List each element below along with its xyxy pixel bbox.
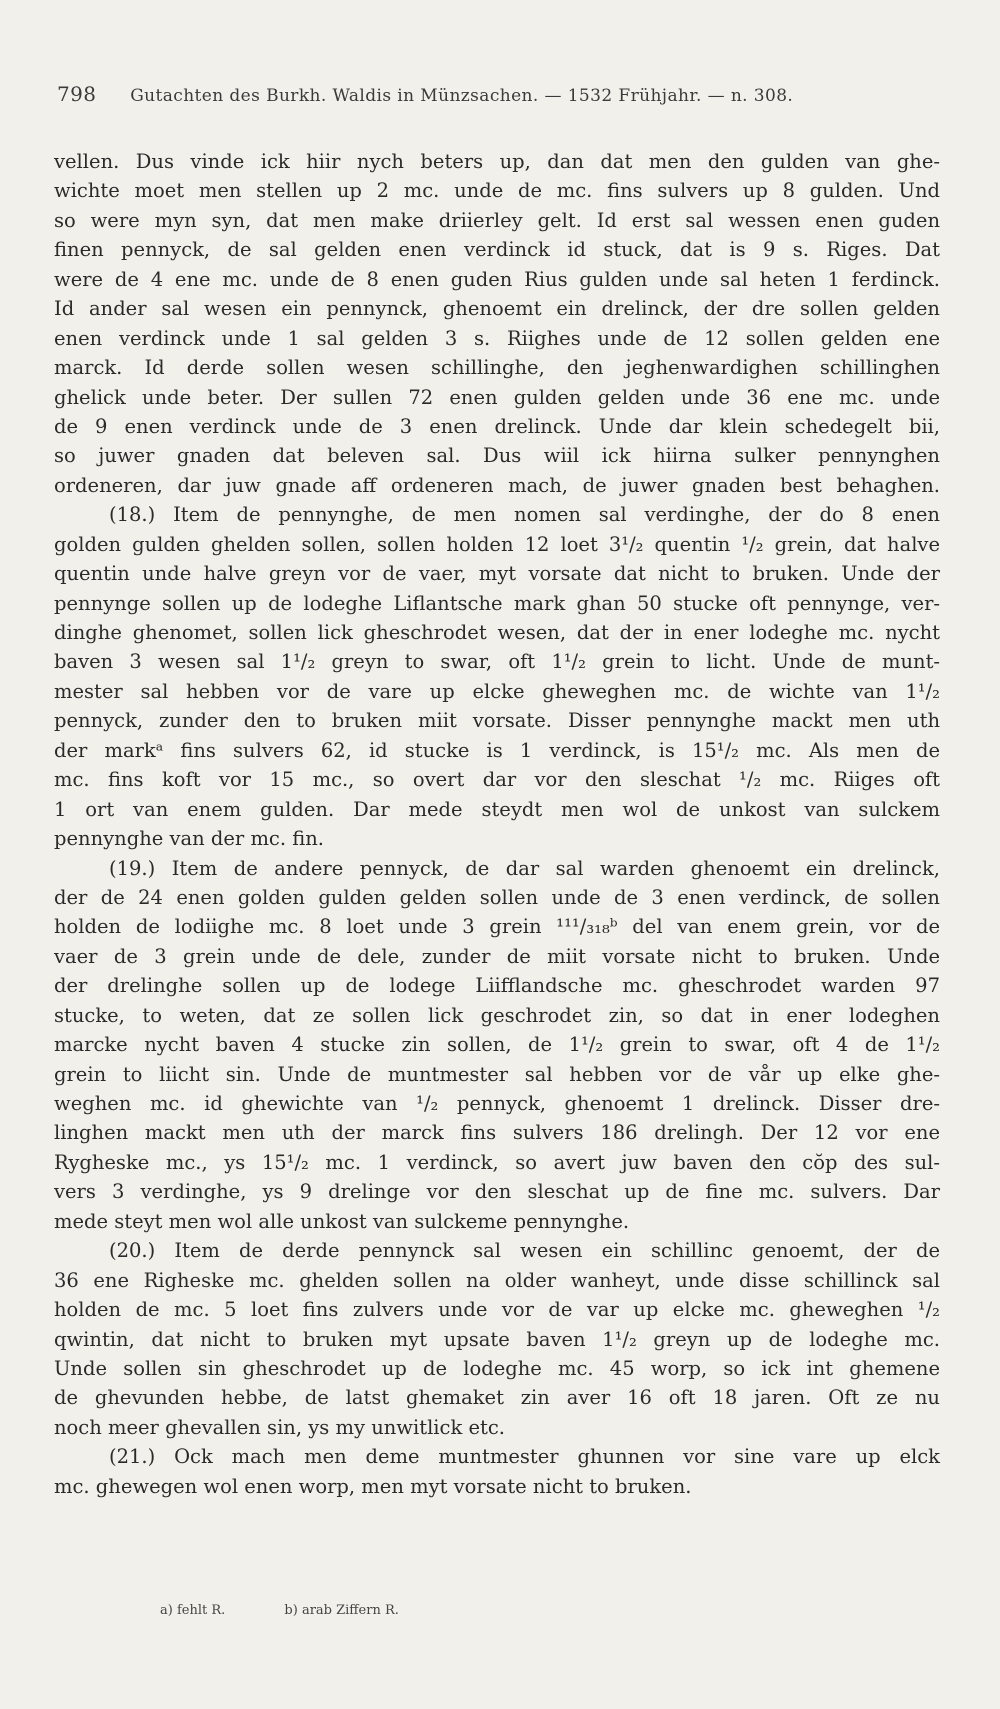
footnote-a: a) fehlt R. (160, 1603, 226, 1618)
text-line: vaer de 3 grein unde de dele, zunder de miit vorsate nicht to bruken. Unde (54, 944, 940, 968)
text-line: vers 3 verdinghe, ys 9 drelinge vor den sleschat up de fine mc. sulvers. Dar (54, 1180, 940, 1204)
body-text (54, 147, 940, 1501)
text-line: mede steyt men wol alle unkost van sulckeme pennynghe. (54, 1209, 630, 1233)
text-line: ghelick unde beter. Der sullen 72 enen gulden gelden unde 36 ene mc. unde (54, 385, 940, 409)
page-header (57, 82, 857, 106)
text-line: Unde sollen sin gheschrodet up de lodeghe mc. 45 worp, so ick int ghemene (54, 1356, 940, 1380)
text-line: 1 ort van enem gulden. Dar mede steydt men wol de unkost van sulckem (54, 797, 940, 821)
text-line: wichte moet men stellen up 2 mc. unde de mc. fins sulvers up 8 gulden. Und (54, 179, 940, 203)
text-line: linghen mackt men uth der marck fins sulvers 186 drelingh. Der 12 vor ene (54, 1121, 940, 1145)
text-line: dinghe ghenomet, sollen lick gheschrodet wesen, dat der in ener lodeghe mc. nycht (54, 621, 940, 644)
text-line: der de 24 enen golden gulden gelden sollen unde de 3 enen verdinck, de sollen (54, 885, 940, 909)
text-line: Id ander sal wesen ein pennynck, ghenoemt ein drelinck, der dre sollen gelden (54, 297, 940, 321)
text-line: enen verdinck unde 1 sal gelden 3 s. Riighes unde de 12 sollen gelden ene (54, 326, 940, 350)
text-line: finen pennyck, de sal gelden enen verdinck id stuck, dat is 9 s. Riges. Dat (54, 238, 940, 262)
text-line: mc. ghewegen wol enen worp, men myt vorsate nicht to bruken. (54, 1474, 692, 1498)
section-21-start: (21.) Ock mach men deme muntmester ghunnen vor sine vare up elck (109, 1445, 940, 1469)
text-line: golden gulden ghelden sollen, sollen holden 12 loet 3¹/₂ quentin ¹/₂ grein, dat halve (54, 532, 940, 556)
text-line: mester sal hebben vor de vare up elcke gheweghen mc. de wichte van 1¹/₂ (54, 679, 940, 703)
text-line: marck. Id derde sollen wesen schillinghe, den jeghenwardighen schillinghen (54, 356, 940, 380)
text-line: pennynghe van der mc. fin. (54, 827, 325, 851)
section-18-start: (18.) Item de pennynghe, de men nomen sal verdinghe, der do 8 enen (109, 503, 940, 527)
text-line: pennynge sollen up de lodeghe Liflantsche mark ghan 50 stucke oft pennynge, ver- (54, 591, 940, 615)
text-line: so juwer gnaden dat beleven sal. Dus wiil ick hiirna sulker pennynghen (54, 444, 940, 468)
text-line: weghen mc. id ghewichte van ¹/₂ pennyck, ghenoemt 1 drelinck. Disser dre- (54, 1092, 940, 1115)
text-line: grein to liicht sin. Unde de muntmester sal hebben vor de vår up elke ghe- (54, 1062, 940, 1086)
text-line: de ghevunden hebbe, de latst ghemaket zin aver 16 oft 18 jaren. Oft ze nu (54, 1386, 940, 1410)
text-line: stucke, to weten, dat ze sollen lick geschrodet zin, so dat in ener lodeghen (54, 1003, 940, 1027)
text-line: so were myn syn, dat men make driierley gelt. Id erst sal wessen enen guden (54, 208, 940, 232)
running-title: Gutachten des Burkh. Waldis in Münzsachen. — 1532 Frühjahr. — n. 308. (130, 86, 794, 106)
text-line: ordeneren, dar juw gnade aff ordeneren mach, de juwer gnaden best behaghen. (54, 473, 940, 497)
text-line: marcke nycht baven 4 stucke zin sollen, de 1¹/₂ grein to swar, oft 4 de 1¹/₂ (54, 1033, 940, 1057)
text-line: baven 3 wesen sal 1¹/₂ greyn to swar, oft 1¹/₂ grein to licht. Unde de munt- (54, 650, 940, 674)
text-line: Rygheske mc., ys 15¹/₂ mc. 1 verdinck, so avert juw baven den cŏp des sul- (54, 1150, 940, 1174)
text-line: holden de mc. 5 loet fins zulvers unde vor de var up elcke mc. gheweghen ¹/₂ (54, 1298, 940, 1322)
section-20-start: (20.) Item de derde pennynck sal wesen ein schillinc genoemt, der de (109, 1239, 940, 1263)
page-number: 798 (57, 82, 97, 106)
text-line: 36 ene Righeske mc. ghelden sollen na older wanheyt, unde disse schillinck sal (54, 1268, 940, 1292)
text-line: were de 4 ene mc. unde de 8 enen guden Rius gulden unde sal heten 1 ferdinck. (54, 267, 940, 291)
text-line: quentin unde halve greyn vor de vaer, myt vorsate dat nicht to bruken. Unde der (54, 562, 940, 586)
text-line: noch meer ghevallen sin, ys my unwitlick etc. (54, 1415, 505, 1439)
text-line: pennyck, zunder den to bruken miit vorsate. Disser pennynghe mackt men uth (54, 709, 940, 733)
text-line: qwintin, dat nicht to bruken myt upsate baven 1¹/₂ greyn up de lodeghe mc. (54, 1327, 940, 1351)
text-line: mc. fins koft vor 15 mc., so overt dar vor den sleschat ¹/₂ mc. Riiges oft (54, 768, 940, 792)
section-19-start: (19.) Item de andere pennyck, de dar sal warden ghenoemt ein drelinck, (109, 856, 940, 880)
text-line: der drelinghe sollen up de lodege Liifflandsche mc. gheschrodet warden 97 (54, 974, 940, 998)
text-line: der markᵃ fins sulvers 62, id stucke is 1 verdinck, is 15¹/₂ mc. Als men de (54, 738, 940, 762)
text-line: de 9 enen verdinck unde de 3 enen drelinck. Unde dar klein schedegelt bii, (54, 414, 940, 438)
footnotes (160, 1603, 454, 1618)
text-line: vellen. Dus vinde ick hiir nych beters up, dan dat men den gulden van ghe- (54, 150, 940, 173)
footnote-b: b) arab Ziffern R. (284, 1603, 399, 1618)
text-line: holden de lodiighe mc. 8 loet unde 3 grein ¹¹¹/₃₁₈ᵇ del van enem grein, vor de (54, 915, 940, 939)
